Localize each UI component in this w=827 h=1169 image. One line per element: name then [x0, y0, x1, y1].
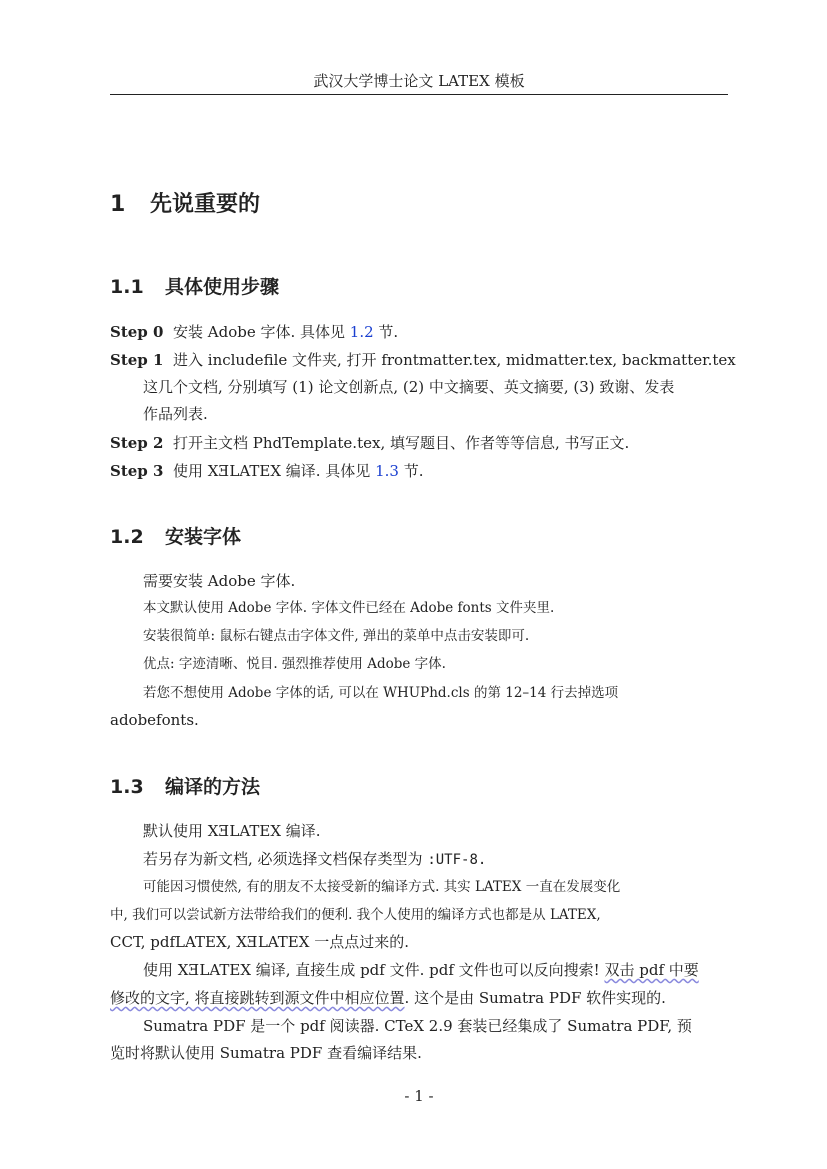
paragraph-line [143, 849, 486, 870]
cross-ref-link[interactable]: 1.3 [375, 462, 399, 480]
step-3 [110, 461, 423, 481]
paragraph-line [143, 960, 699, 980]
paragraph-line: 默认使用 XƎLATEX 编译. [143, 822, 321, 840]
step-text: 打开主文档 PhdTemplate.tex, 填写题目、作者等等信息, 书写正文. [173, 434, 630, 452]
step-1 [110, 350, 736, 370]
paragraph-line: 需要安装 Adobe 字体. [143, 572, 296, 590]
step-2 [110, 433, 629, 453]
step-0 [110, 322, 398, 342]
section-title: 先说重要的 [150, 192, 261, 217]
paragraph-line: 安装很简单: 鼠标右键点击字体文件, 弹出的菜单中点击安装即可. [143, 628, 530, 644]
section-1-1-heading [110, 272, 279, 299]
cross-ref-link[interactable]: 1.2 [349, 323, 374, 341]
step-text: 节. [373, 323, 399, 341]
paragraph-line: 优点: 字迹清晰、悦目. 强烈推荐使用 Adobe 字体. [143, 656, 446, 672]
text-run: 若另存为新文档, 必须选择文档保存类型为 [143, 850, 428, 868]
section-1-2-heading [110, 522, 241, 549]
step-1-cont: 这几个文档, 分别填写 (1) 论文创新点, (2) 中文摘要、英文摘要, (3) 致谢、发表 [143, 378, 675, 396]
section-title: 编译的方法 [165, 776, 261, 798]
step-text: 节. [398, 462, 424, 480]
paragraph-line: 本文默认使用 Adobe 字体. 字体文件已经在 Adobe fonts 文件夹里. [143, 600, 555, 616]
highlighted-text: 双击 pdf 中要 [604, 961, 699, 979]
text-run: . 这个是由 Sumatra PDF 软件实现的. [404, 989, 666, 1007]
step-label: Step 1 [110, 351, 164, 369]
paragraph-line [110, 988, 666, 1008]
step-label: Step 2 [110, 434, 164, 452]
section-number: 1.3 [110, 776, 144, 798]
paragraph-line: adobefonts. [110, 711, 199, 729]
running-header: 武汉大学博士论文 LATEX 模板 [313, 72, 525, 90]
paragraph-line: 览时将默认使用 Sumatra PDF 查看编译结果. [110, 1044, 422, 1062]
step-label: Step 0 [110, 323, 164, 341]
highlighted-text: 修改的文字, 将直接跳转到源文件中相应位置 [110, 989, 405, 1007]
section-1-3-heading [110, 772, 260, 799]
section-1-heading [110, 187, 260, 218]
header-rule [110, 94, 728, 95]
section-title: 具体使用步骤 [165, 276, 280, 298]
step-label: Step 3 [110, 462, 164, 480]
page-number: - 1 - [404, 1087, 434, 1105]
step-1-cont: 作品列表. [143, 405, 208, 423]
step-text: 安装 Adobe 字体. 具体见 [173, 323, 350, 341]
paragraph-line: Sumatra PDF 是一个 pdf 阅读器. CTeX 2.9 套装已经集成了 Sumatra PDF, 预 [143, 1017, 692, 1035]
paragraph-line: 中, 我们可以尝试新方法带给我们的便利. 我个人使用的编译方式也都是从 LATEX, [110, 907, 601, 923]
paragraph-line: 可能因习惯使然, 有的朋友不太接受新的编译方式. 其实 LATEX 一直在发展变化 [143, 879, 621, 895]
code-text: :UTF-8. [427, 852, 487, 868]
paragraph-line: 若您不想使用 Adobe 字体的话, 可以在 WHUPhd.cls 的第 12–14 行去掉选项 [143, 685, 619, 701]
step-text: 使用 XƎLATEX 编译. 具体见 [173, 462, 376, 480]
section-title: 安装字体 [165, 526, 242, 548]
section-number: 1.2 [110, 526, 144, 548]
section-number: 1 [110, 192, 126, 217]
step-text: 进入 includefile 文件夹, 打开 frontmatter.tex, midmatter.tex, backmatter.tex [173, 351, 736, 369]
paragraph-line: CCT, pdfLATEX, XƎLATEX 一点点过来的. [110, 933, 409, 951]
section-number: 1.1 [110, 276, 144, 298]
text-run: 使用 XƎLATEX 编译, 直接生成 pdf 文件. pdf 文件也可以反向搜索! [143, 961, 605, 979]
